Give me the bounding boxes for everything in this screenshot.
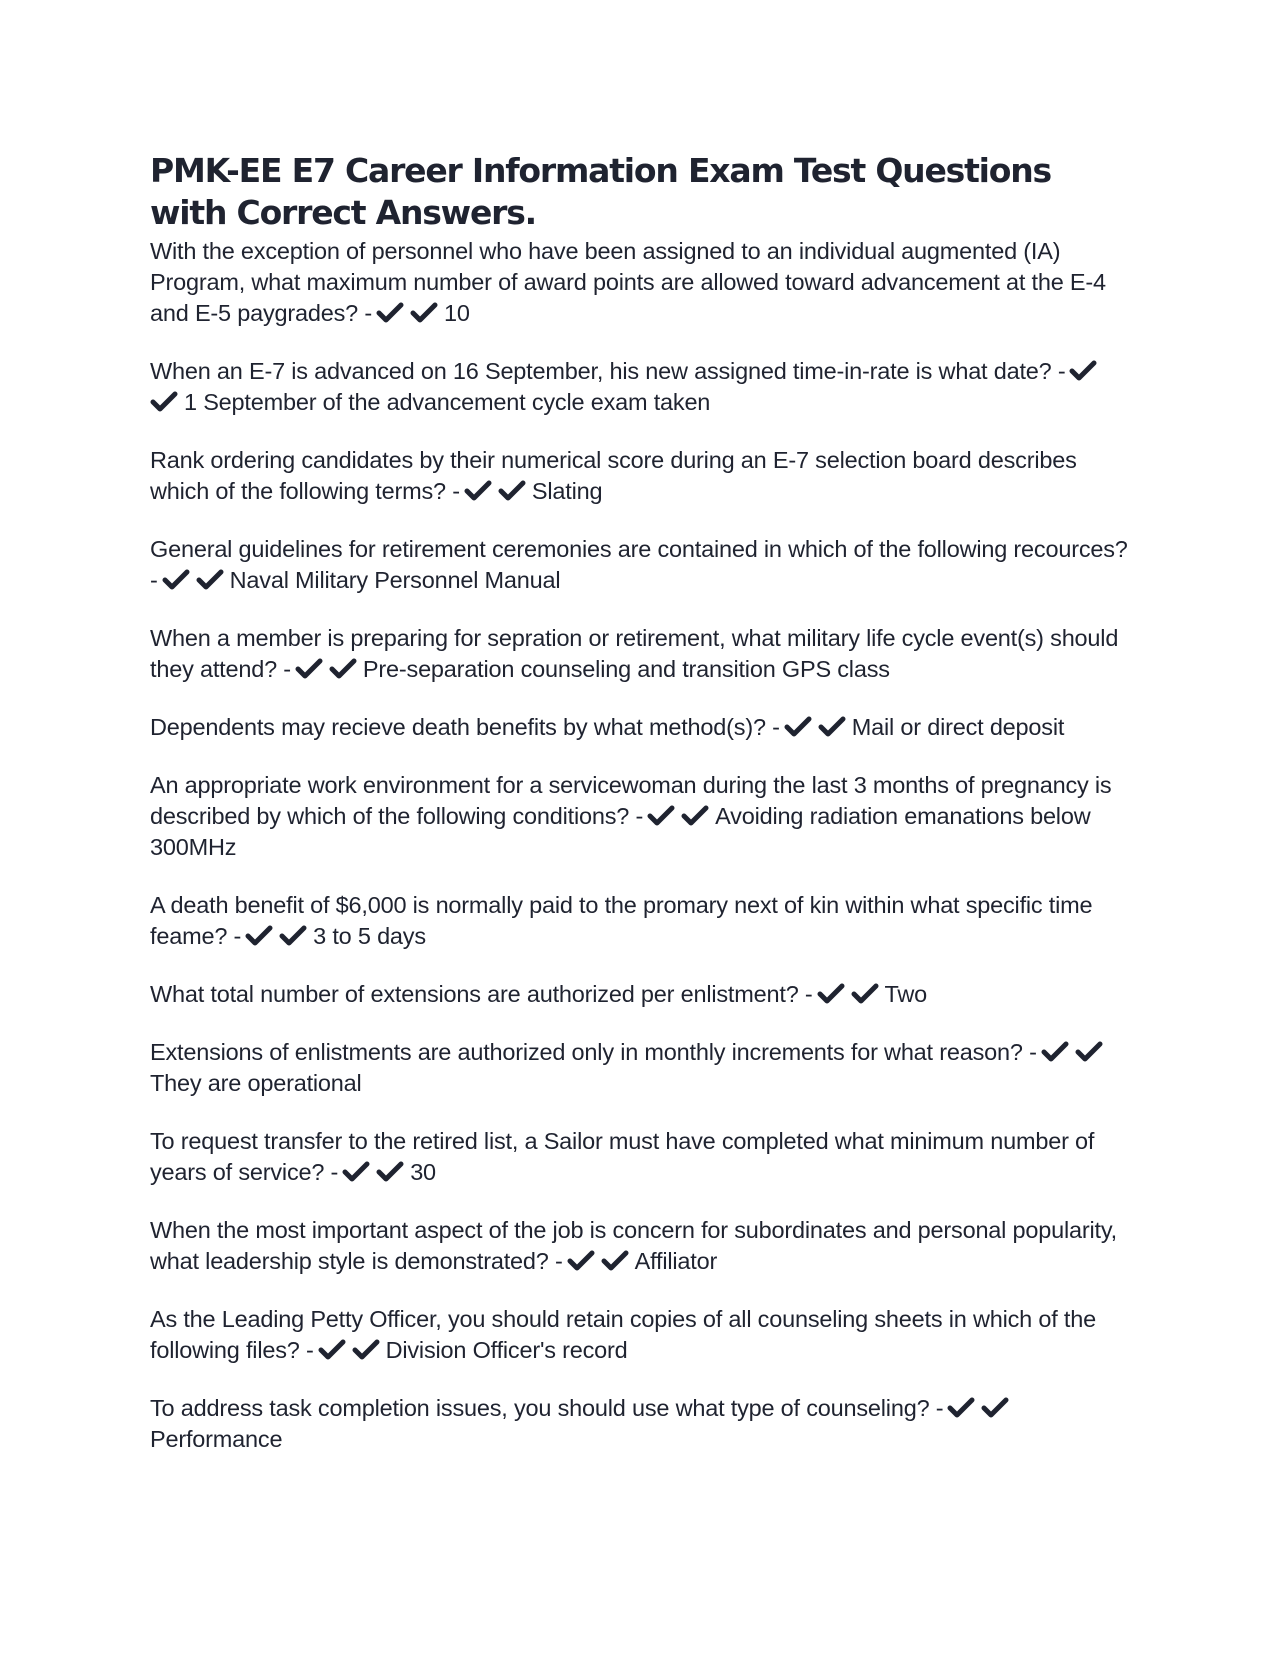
check-mark-icon	[245, 924, 273, 946]
check-mark-icon	[376, 1160, 404, 1182]
answer-text: Pre-separation counseling and transition GPS class	[362, 656, 890, 682]
check-mark-icon	[376, 301, 404, 323]
check-mark-icon	[279, 924, 307, 946]
answer-text: Slating	[531, 478, 603, 504]
check-mark-icon	[162, 568, 190, 590]
check-mark-icon	[329, 657, 357, 679]
document-title: PMK-EE E7 Career Information Exam Test Questions with Correct Answers.	[150, 151, 1051, 232]
qa-item	[150, 1037, 1130, 1099]
answer-text: 30	[410, 1159, 436, 1185]
question-text: When an E-7 is advanced on 16 September, his new assigned time-in-rate is what date? -	[150, 358, 1066, 384]
question-text: A death benefit of $6,000 is normally paid to the promary next of kin within what specific time feame? -	[150, 892, 1093, 949]
qa-item	[150, 770, 1130, 863]
answer-text: Two	[884, 981, 928, 1007]
check-mark-icon	[295, 657, 323, 679]
check-mark-icon	[410, 301, 438, 323]
answer-text: 10	[444, 300, 470, 326]
question-text: General guidelines for retirement ceremonies are contained in which of the following recources? -	[150, 536, 1128, 593]
answer-text: Performance	[150, 1426, 283, 1452]
question-text: When a member is preparing for sepration or retirement, what military life cycle event(s) should they attend? -	[150, 625, 1119, 682]
check-mark-icon	[947, 1396, 975, 1418]
check-mark-icon	[567, 1249, 595, 1271]
qa-item	[150, 979, 1130, 1010]
qa-item	[150, 445, 1130, 507]
question-text: What total number of extensions are authorized per enlistment? -	[150, 981, 813, 1007]
check-mark-icon	[352, 1338, 380, 1360]
qa-item	[150, 534, 1130, 596]
qa-item	[150, 356, 1130, 418]
question-text: An appropriate work environment for a servicewoman during the last 3 months of pregnancy is described by which of the following conditions? -	[150, 772, 1112, 829]
answer-text: Affiliator	[634, 1248, 718, 1274]
question-text: As the Leading Petty Officer, you should retain copies of all counseling sheets in which of the following files? -	[150, 1306, 1096, 1363]
answer-text: Naval Military Personnel Manual	[229, 567, 561, 593]
qa-item	[150, 623, 1130, 685]
check-mark-icon	[498, 479, 526, 501]
check-mark-icon	[342, 1160, 370, 1182]
answer-text: Mail or direct deposit	[851, 714, 1065, 740]
qa-item	[150, 712, 1130, 743]
check-mark-icon	[647, 804, 675, 826]
check-mark-icon	[1069, 359, 1097, 381]
question-text: When the most important aspect of the job is concern for subordinates and personal popularity, what leadership style is demonstrated? -	[150, 1217, 1118, 1274]
question-text: Rank ordering candidates by their numerical score during an E-7 selection board describes which of the following terms? -	[150, 447, 1077, 504]
check-mark-icon	[464, 479, 492, 501]
answer-text: They are operational	[150, 1070, 362, 1096]
check-mark-icon	[851, 982, 879, 1004]
question-text: Extensions of enlistments are authorized only in monthly increments for what reason? -	[150, 1039, 1037, 1065]
check-mark-icon	[150, 390, 178, 412]
qa-item	[150, 1215, 1130, 1277]
qa-item	[150, 1393, 1130, 1455]
check-mark-icon	[817, 982, 845, 1004]
answer-text: Avoiding radiation emanations below 300MHz	[150, 803, 1091, 860]
answer-text: 1 September of the advancement cycle exam taken	[184, 389, 711, 415]
check-mark-icon	[318, 1338, 346, 1360]
answer-text: 3 to 5 days	[313, 923, 426, 949]
check-mark-icon	[196, 568, 224, 590]
answer-text: Division Officer's record	[385, 1337, 628, 1363]
question-text: With the exception of personnel who have been assigned to an individual augmented (IA) Program, what maximum number of award points are allowed toward advancement at the E-4 and E-5 paygrades? -	[150, 238, 1106, 326]
qa-item	[150, 236, 1130, 329]
qa-item	[150, 1126, 1130, 1188]
qa-item	[150, 1304, 1130, 1366]
question-text: To address task completion issues, you should use what type of counseling? -	[150, 1395, 944, 1421]
check-mark-icon	[1075, 1040, 1103, 1062]
qa-item	[150, 890, 1130, 952]
check-mark-icon	[818, 715, 846, 737]
check-mark-icon	[784, 715, 812, 737]
check-mark-icon	[1041, 1040, 1069, 1062]
qa-list	[150, 236, 1130, 1455]
document-page	[150, 150, 1130, 1482]
check-mark-icon	[601, 1249, 629, 1271]
question-text: To request transfer to the retired list, a Sailor must have completed what minimum number of years of service? -	[150, 1128, 1095, 1185]
question-text: Dependents may recieve death benefits by what method(s)? -	[150, 714, 780, 740]
check-mark-icon	[681, 804, 709, 826]
check-mark-icon	[981, 1396, 1009, 1418]
